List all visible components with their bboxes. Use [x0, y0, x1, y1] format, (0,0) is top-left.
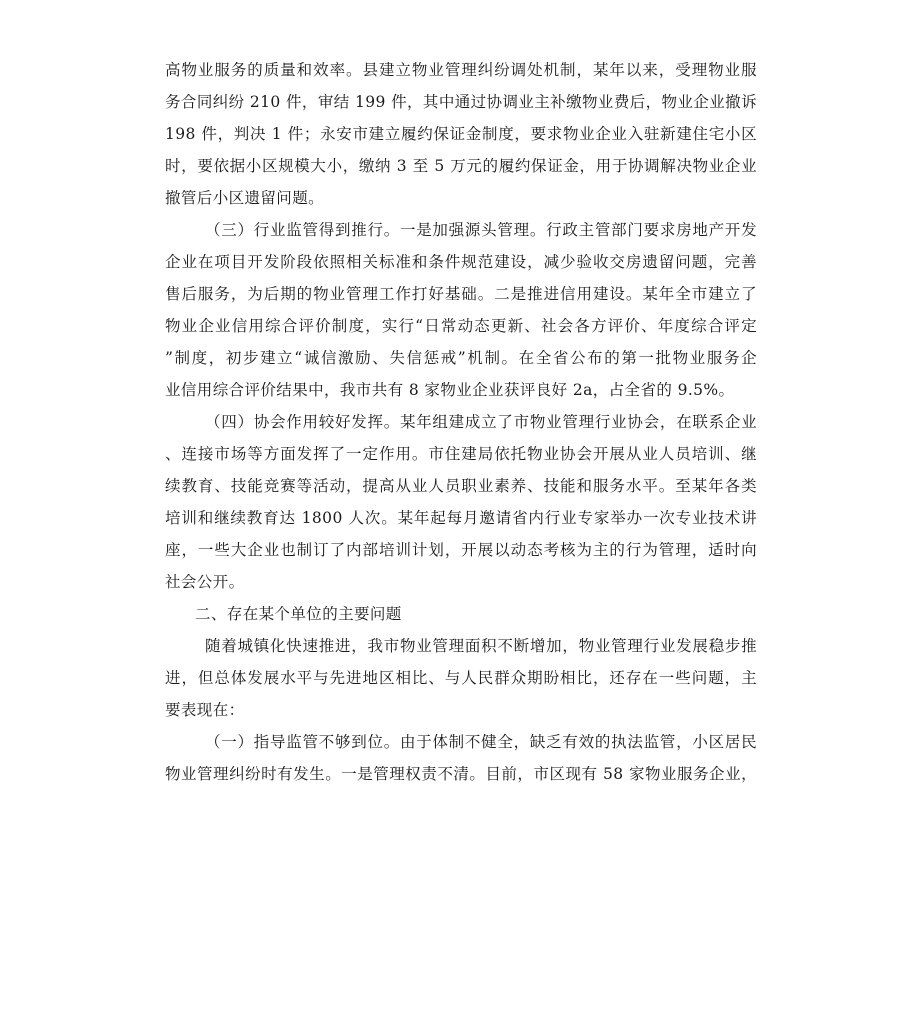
text-line: 、连接市场等方面发挥了一定作用。市住建局依托物业协会开展从业人员培训、继 — [165, 445, 757, 463]
text-line: 培训和继续教育达 1800 人次。某年起每月邀请省内行业专家举办一次专业技术讲 — [165, 509, 757, 527]
text-line: 198 件，判决 1 件；永安市建立履约保证金制度，要求物业企业入驻新建住宅小区 — [165, 125, 757, 143]
text-line: 座，一些大企业也制订了内部培训计划，开展以动态考核为主的行为管理，适时向 — [165, 541, 757, 559]
text-line: （四）协会作用较好发挥。某年组建成立了市物业管理行业协会，在联系企业 — [205, 413, 757, 431]
text-line: 高物业服务的质量和效率。县建立物业管理纠纷调处机制，某年以来，受理物业服 — [165, 61, 757, 79]
document-page — [165, 54, 757, 790]
text-line: 企业在项目开发阶段依照相关标准和条件规范建设，减少验收交房遗留问题，完善 — [165, 253, 757, 271]
paragraph-problem-1 — [165, 726, 757, 790]
text-line: 续教育、技能竞赛等活动，提高从业人员职业素养、技能和服务水平。至某年各类 — [165, 477, 757, 495]
text-line: 售后服务，为后期的物业管理工作打好基础。二是推进信用建设。某年全市建立了 — [165, 285, 757, 303]
text-line: 物业企业信用综合评价制度，实行“日常动态更新、社会各方评价、年度综合评定 — [165, 317, 757, 335]
text-line: （三）行业监管得到推行。一是加强源头管理。行政主管部门要求房地产开发 — [205, 221, 757, 239]
text-line: 业信用综合评价结果中，我市共有 8 家物业企业获评良好 2a，占全省的 9.5%。 — [165, 381, 735, 399]
text-line: 随着城镇化快速推进，我市物业管理面积不断增加，物业管理行业发展稳步推 — [205, 637, 757, 655]
text-line: 时，要依据小区规模大小，缴纳 3 至 5 万元的履约保证金，用于协调解决物业企业 — [165, 157, 757, 175]
section-heading — [165, 598, 757, 630]
text-line: 社会公开。 — [165, 573, 245, 591]
text-line: 进，但总体发展水平与先进地区相比、与人民群众期盼相比，还存在一些问题，主 — [165, 669, 757, 687]
text-line: 务合同纠纷 210 件，审结 199 件，其中通过协调业主补缴物业费后，物业企业撤诉 — [165, 93, 757, 111]
paragraph-3 — [165, 214, 757, 406]
text-line: ”制度，初步建立“诚信激励、失信惩戒”机制。在全省公布的第一批物业服务企 — [165, 349, 757, 367]
heading-text: 二、存在某个单位的主要问题 — [195, 605, 402, 623]
paragraph-continued — [165, 54, 757, 214]
paragraph-4 — [165, 406, 757, 598]
paragraph-intro — [165, 630, 757, 726]
text-line: （一）指导监管不够到位。由于体制不健全，缺乏有效的执法监管，小区居民 — [205, 733, 757, 751]
text-line: 要表现在： — [165, 701, 245, 719]
text-line: 物业管理纠纷时有发生。一是管理权责不清。目前，市区现有 58 家物业服务企业， — [165, 765, 757, 783]
text-line: 撤管后小区遗留问题。 — [165, 189, 325, 207]
